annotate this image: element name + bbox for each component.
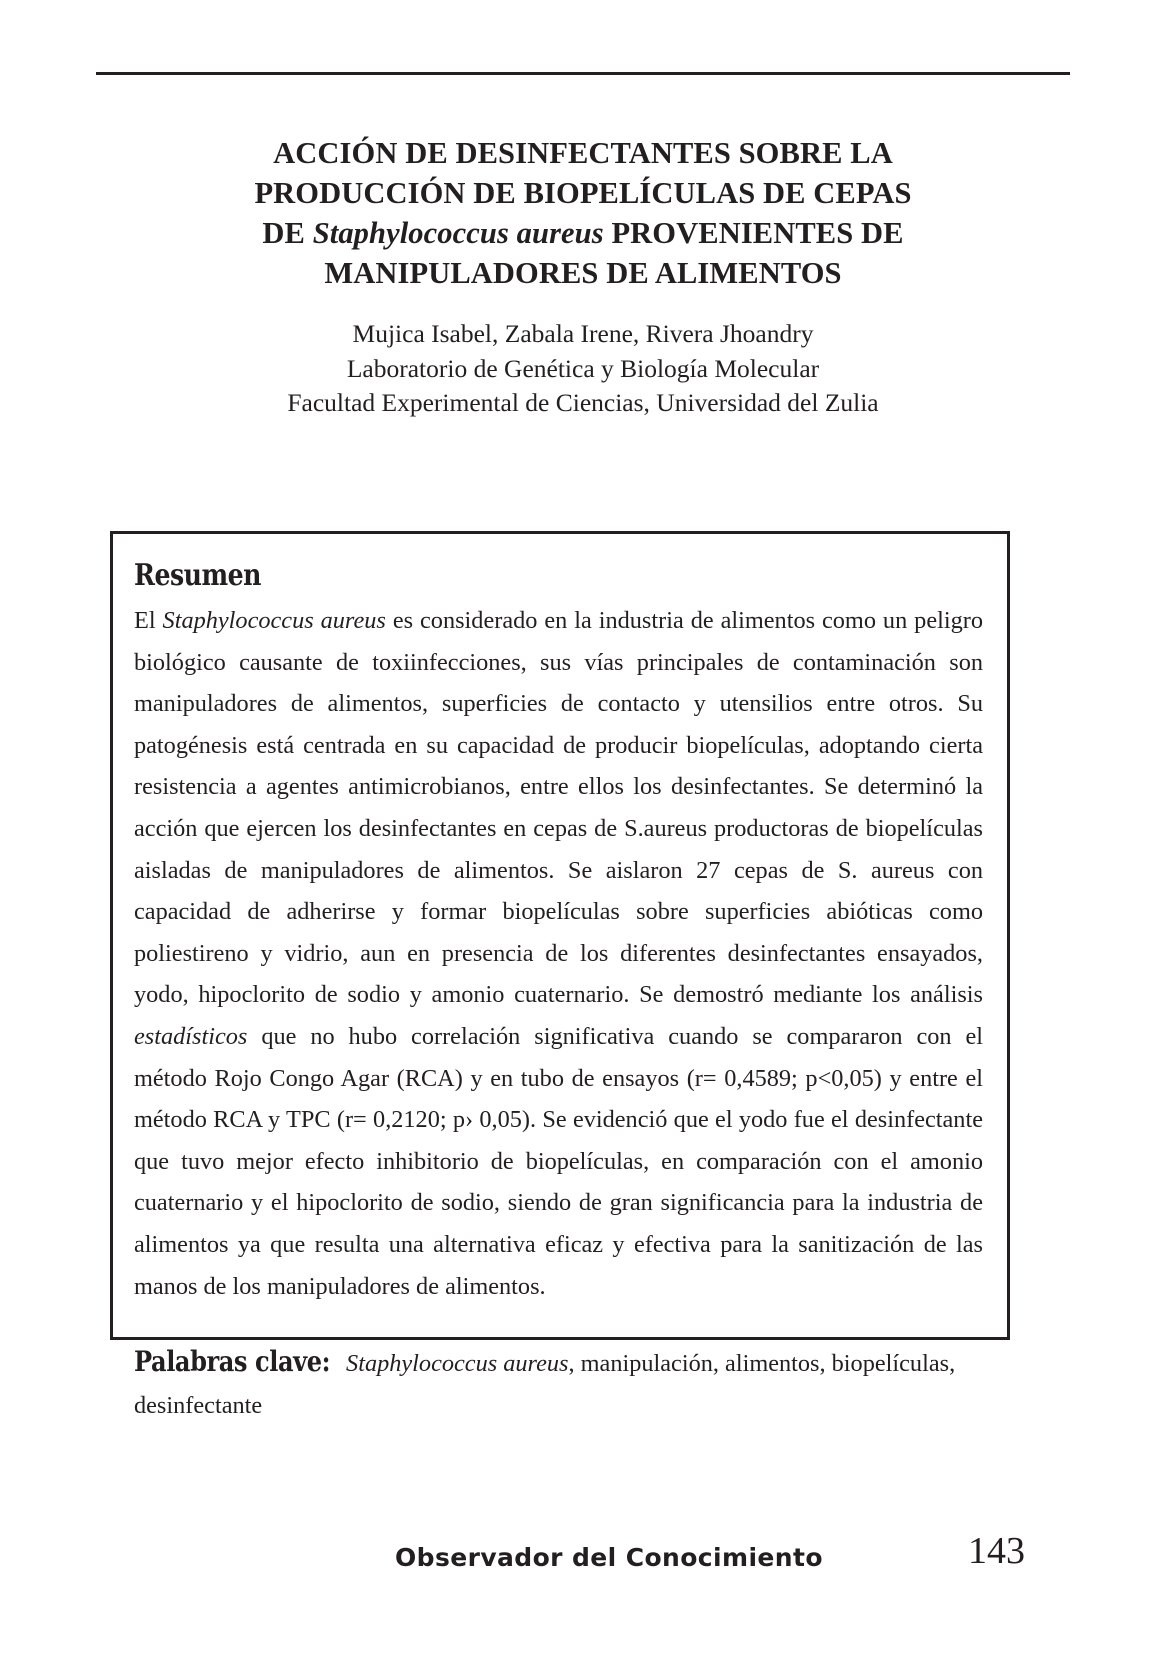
abstract-text-a: El (134, 607, 163, 634)
affiliation-university: Facultad Experimental de Ciencias, Universidad del Zulia (287, 388, 879, 417)
abstract-text-b: es considerado en la industria de alimentos como un peligro biológico causante de toxiinfecciones, sus vías principales de contaminación son manipuladores de alimentos, superficies de contacto y utensilios entre otros. Su patogénesis está centrada en su capacidad de producir biopelículas, adoptando cierta resistencia a agentes antimicrobianos, entre ellos los desinfectantes. Se determinó la acción que ejercen los desinfectantes en cepas de S.aureus productoras de biopelículas aisladas de manipuladores de alimentos. Se aislaron 27 cepas de S. aureus con capacidad de adherirse y formar biopelículas sobre superficies abióticas como poliestireno y vidrio, aun en presencia de los diferentes desinfectantes ensayados, yodo, hipoclorito de sodio y amonio cuaternario. Se demostró mediante los análisis (134, 607, 983, 1009)
title-species-name: Staphylococcus aureus (312, 216, 604, 250)
keywords-species-name: Staphylococcus aureus (346, 1350, 569, 1378)
title-line-2: PRODUCCIÓN DE BIOPELÍCULAS DE CEPAS (254, 176, 912, 210)
footer-journal-name: Observador del Conocimiento (395, 1543, 823, 1572)
abstract-heading: Resumen (134, 558, 261, 593)
title-line-3 (150, 213, 1016, 253)
keywords-list: , manipulación, alimentos, biopelículas, desinfectante (134, 1350, 956, 1419)
author-names: Mujica Isabel, Zabala Irene, Rivera Jhoandry (352, 319, 814, 348)
header-rule (96, 72, 1070, 75)
title-line-1: ACCIÓN DE DESINFECTANTES SOBRE LA (273, 136, 893, 170)
keywords-label: Palabras clave: (134, 1345, 331, 1379)
abstract-paragraph (134, 600, 983, 1307)
authors-affiliation (150, 317, 1016, 421)
abstract-box (110, 531, 1010, 1419)
abstract-italic-estadisticos: estadísticos (134, 1022, 248, 1050)
article-title (150, 133, 1016, 293)
affiliation-lab: Laboratorio de Genética y Biología Molecular (346, 353, 820, 383)
abstract-species-name: Staphylococcus aureus (162, 607, 386, 634)
keywords-line (134, 1341, 983, 1426)
title-line-3-before: DE (262, 216, 313, 250)
abstract-text-c: que no hubo correlación significativa cuando se compararon con el método Rojo Congo Agar (RCA) y en tubo de ensayos (r= 0,4589; p<0,05) y entre el método RCA y TPC (r= 0,2120; p› 0,05). Se evidenció que el yodo fue el desinfectante que tuvo mejor efecto inhibitorio de biopelículas, en comparación con el amonio cuaternario y el hipoclorito de sodio, siendo de gran significancia para la industria de alimentos ya que resulta una alternativa eficaz y efectiva para la sanitización de las manos de los manipuladores de alimentos. (134, 1022, 983, 1300)
title-line-4: MANIPULADORES DE ALIMENTOS (324, 256, 842, 290)
footer-page-number: 143 (968, 1530, 1025, 1572)
title-line-3-after: PROVENIENTES DE (603, 216, 904, 250)
abstract-content (113, 534, 1007, 1426)
